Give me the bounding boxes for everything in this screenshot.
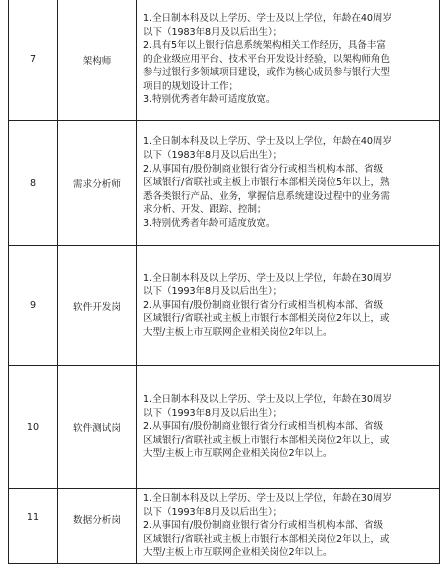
row-number: 7 xyxy=(9,0,58,121)
table-row xyxy=(9,121,440,246)
requirement-line: 求分析、开发、跟踪、控制； xyxy=(143,204,267,216)
requirement-line: 1.全日制本科及以上学历、学士及以上学位，年龄在40周岁 xyxy=(143,12,392,24)
requirements-cell xyxy=(137,366,440,489)
requirement-line: 2.从事国有/股份制商业银行省分行或相当机构本部、省级 xyxy=(143,299,383,311)
table-row xyxy=(9,489,440,564)
position-title: 软件开发岗 xyxy=(58,246,137,366)
requirement-line: 以下（1993年8月及以后出生）； xyxy=(143,286,283,298)
requirement-line: 1.全日制本科及以上学历、学士及以上学位，年龄在40周岁 xyxy=(143,136,392,148)
requirements-cell xyxy=(137,489,440,564)
requirement-line: 大型/主板上市互联网企业相关岗位2年以上。 xyxy=(143,326,333,338)
position-title: 软件测试岗 xyxy=(58,366,137,489)
requirement-line: 区域银行/省联社或主板上市银行本部相关岗位2年以上，或 xyxy=(143,313,390,325)
row-number: 10 xyxy=(9,366,58,489)
requirement-line: 区域银行/省联社或主板上市银行本部相关岗位5年以上，熟 xyxy=(143,177,390,189)
row-number: 9 xyxy=(9,246,58,366)
requirement-line: 1.全日制本科及以上学历、学士及以上学位，年龄在30周岁 xyxy=(143,272,392,284)
requirement-line: 项目的规划设计工作； xyxy=(143,80,238,92)
row-number: 8 xyxy=(9,121,58,246)
requirement-line: 区域银行/省联社或主板上市银行本部相关岗位2年以上，或 xyxy=(143,434,390,446)
requirement-line: 2.从事国有/股份制商业银行省分行或相当机构本部、省级 xyxy=(143,520,383,532)
requirement-line: 的企业级应用平台、技术平台开发设计经验，以架构师角色 xyxy=(143,53,390,65)
row-number: 11 xyxy=(9,489,58,564)
position-title: 架构师 xyxy=(58,0,137,121)
position-title: 数据分析岗 xyxy=(58,489,137,564)
table-row xyxy=(9,366,440,489)
requirement-line: 1.全日制本科及以上学历、学士及以上学位，年龄在30周岁 xyxy=(143,493,392,504)
requirements-cell xyxy=(137,246,440,366)
requirement-line: 区域银行/省联社或主板上市银行本部相关岗位2年以上，或 xyxy=(143,533,390,545)
requirement-line: 以下（1983年8月及以后出生）； xyxy=(143,150,283,162)
requirements-cell xyxy=(137,0,440,121)
requirement-line: 参与过银行多领域项目建设，或作为核心成员参与银行大型 xyxy=(143,67,390,79)
requirement-line: 大型/主板上市互联网企业相关岗位2年以上。 xyxy=(143,547,333,559)
requirement-line: 3.特别优秀者年龄可适度放宽。 xyxy=(143,94,276,106)
requirement-line: 2.从事国有/股份制商业银行省分行或相当机构本部、省级 xyxy=(143,163,383,175)
requirement-line: 3.特别优秀者年龄可适度放宽。 xyxy=(143,217,276,229)
requirement-line: 1.全日制本科及以上学历、学士及以上学位，年龄在30周岁 xyxy=(143,394,392,406)
table-row xyxy=(9,0,440,121)
requirement-line: 2.从事国有/股份制商业银行省分行或相当机构本部、省级 xyxy=(143,421,383,433)
requirement-line: 以下（1993年8月及以后出生）； xyxy=(143,407,283,419)
requirements-cell xyxy=(137,121,440,246)
requirement-line: 以下（1983年8月及以后出生）； xyxy=(143,26,283,38)
requirement-line: 悉各类银行产品、业务，掌握信息系统建设过程中的业务需 xyxy=(143,190,390,202)
requirement-line: 大型/主板上市互联网企业相关岗位2年以上。 xyxy=(143,448,333,460)
position-title: 需求分析师 xyxy=(58,121,137,246)
requirement-line: 2.具有5年以上银行信息系统架构相关工作经历，具备丰富 xyxy=(143,40,386,52)
job-requirements-table xyxy=(8,0,440,564)
requirement-line: 以下（1993年8月及以后出生）； xyxy=(143,506,283,518)
table-row xyxy=(9,246,440,366)
